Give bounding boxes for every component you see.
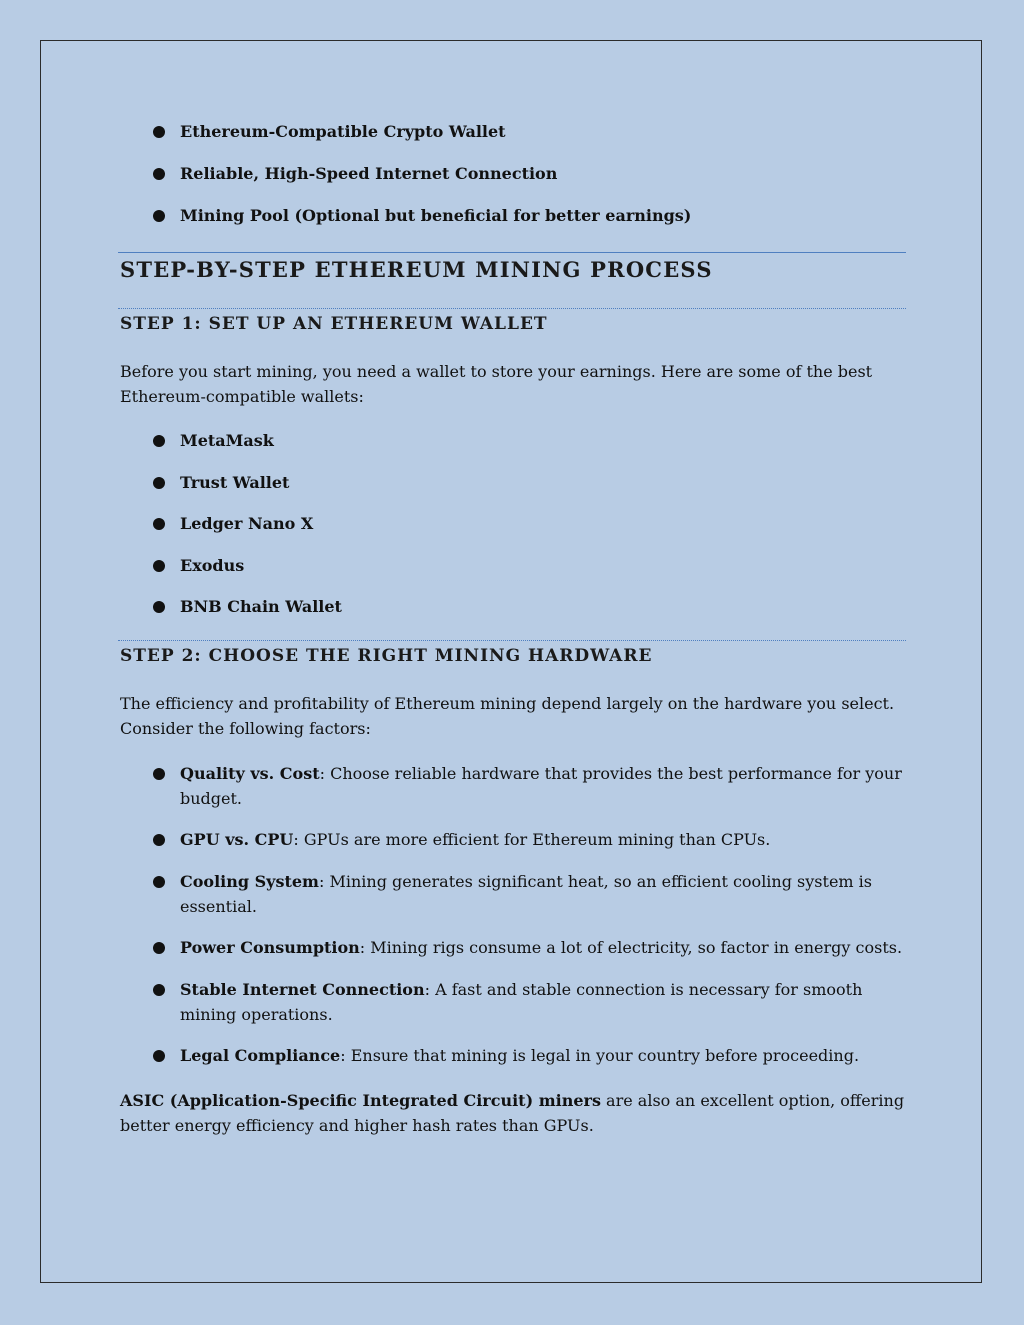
list-item: Quality vs. Cost: Choose reliable hardware that provides the best performance for your budget. xyxy=(120,761,906,827)
step2-heading: STEP 2: CHOOSE THE RIGHT MINING HARDWARE xyxy=(120,646,653,666)
bullet-icon xyxy=(153,942,165,954)
factor-list xyxy=(120,761,906,1085)
requirements-list xyxy=(120,119,906,245)
bullet-icon xyxy=(153,126,165,138)
step1-heading: STEP 1: SET UP AN ETHEREUM WALLET xyxy=(120,314,548,334)
list-item: Power Consumption: Mining rigs consume a lot of electricity, so factor in energy costs. xyxy=(120,935,906,977)
step2-intro: The efficiency and profitability of Ethereum mining depend largely on the hardware you select. Consider the following factors: xyxy=(120,694,895,738)
list-item: Ethereum-Compatible Crypto Wallet xyxy=(120,119,906,161)
list-item: Stable Internet Connection: A fast and stable connection is necessary for smooth mining operations. xyxy=(120,977,906,1043)
bullet-icon xyxy=(153,834,165,846)
list-item: Trust Wallet xyxy=(120,470,906,512)
bullet-icon xyxy=(153,435,165,447)
list-item: BNB Chain Wallet xyxy=(120,594,906,636)
bullet-icon xyxy=(153,1050,165,1062)
bullet-icon xyxy=(153,168,165,180)
bullet-icon xyxy=(153,477,165,489)
list-item: GPU vs. CPU: GPUs are more efficient for Ethereum mining than CPUs. xyxy=(120,827,906,869)
bullet-icon xyxy=(153,768,165,780)
bullet-icon xyxy=(153,601,165,613)
step1-intro: Before you start mining, you need a wallet to store your earnings. Here are some of the best Ethereum-compatible wallets: xyxy=(120,362,873,406)
list-item: Ledger Nano X xyxy=(120,511,906,553)
bullet-icon xyxy=(153,518,165,530)
section-divider xyxy=(118,308,906,309)
page-title: STEP-BY-STEP ETHEREUM MINING PROCESS xyxy=(120,257,713,282)
asic-paragraph: ASIC (Application-Specific Integrated Circuit) miners are also an excellent option, offering better energy efficiency and higher hash rates than GPUs. xyxy=(120,1091,905,1135)
list-item: Cooling System: Mining generates significant heat, so an efficient cooling system is essential. xyxy=(120,869,906,935)
list-item: Reliable, High-Speed Internet Connection xyxy=(120,161,906,203)
list-item: MetaMask xyxy=(120,428,906,470)
list-item: Mining Pool (Optional but beneficial for better earnings) xyxy=(120,203,906,245)
wallet-list xyxy=(120,428,906,636)
bullet-icon xyxy=(153,984,165,996)
list-item: Exodus xyxy=(120,553,906,595)
bullet-icon xyxy=(153,210,165,222)
list-item: Legal Compliance: Ensure that mining is legal in your country before proceeding. xyxy=(120,1043,906,1085)
bullet-icon xyxy=(153,560,165,572)
bullet-icon xyxy=(153,876,165,888)
section-divider xyxy=(118,252,906,253)
section-divider xyxy=(118,640,906,641)
